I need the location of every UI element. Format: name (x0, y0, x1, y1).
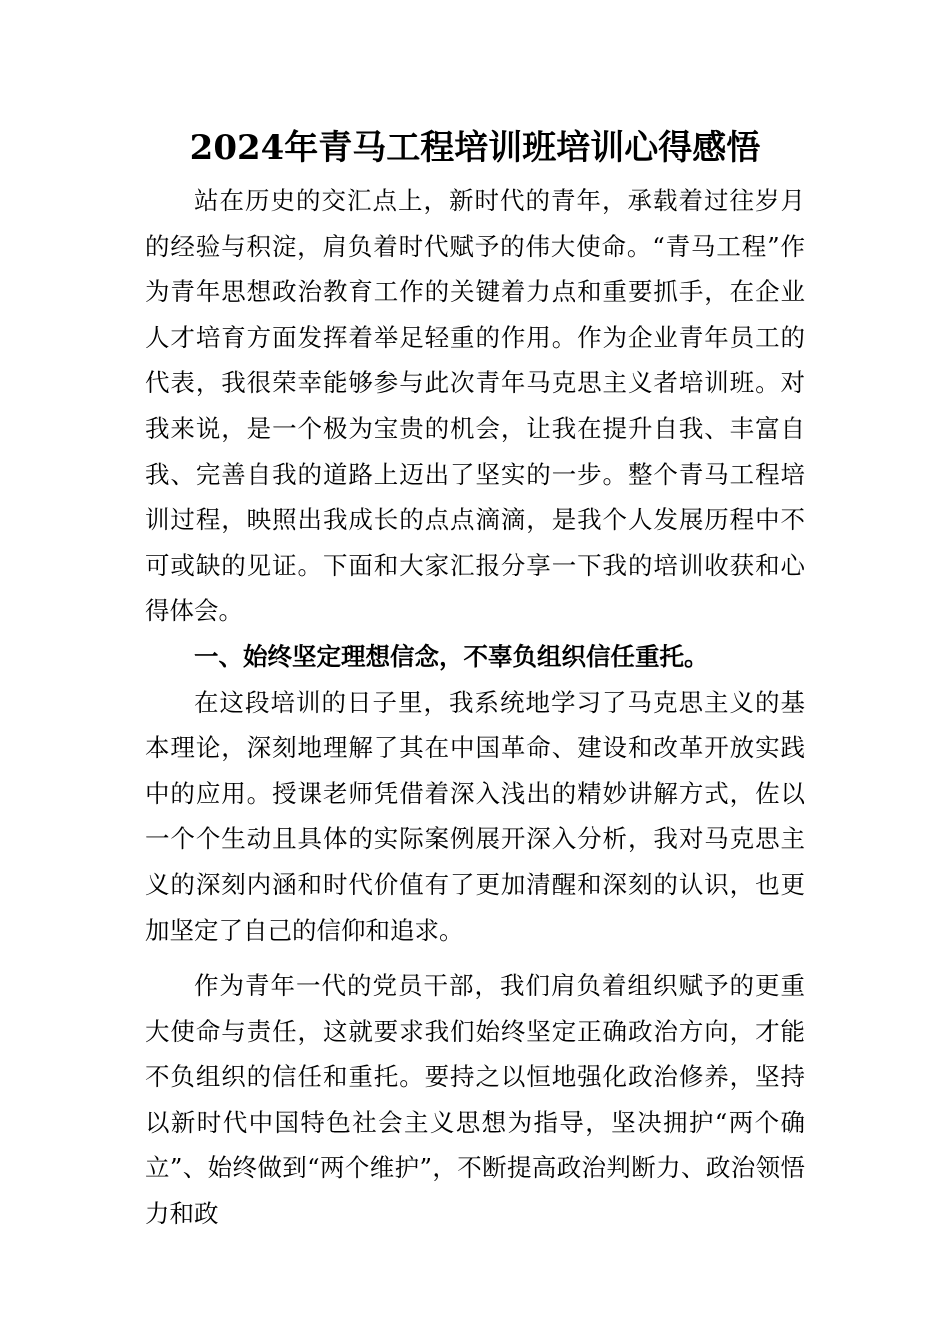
section-heading-1: 一、始终坚定理想信念，不辜负组织信任重托。 (194, 641, 709, 671)
paragraph-political-direction: 作为青年一代的党员干部，我们肩负着组织赋予的更重大使命与责任，这就要求我们始终坚定正确政治方向，才能不负组织的信任和重托。要持之以恒地强化政治修养，坚持以新时代中国特色社会主义思想为指导，坚决拥护“两个确立”、始终做到“两个维护”，不断提高政治判断力、政治领悟力和政 (145, 971, 805, 1229)
paragraph-theory-study: 在这段培训的日子里，我系统地学习了马克思主义的基本理论，深刻地理解了其在中国革命、建设和改革开放实践中的应用。授课老师凭借着深入浅出的精妙讲解方式，佐以一个个生动且具体的实际案例展开深入分析，我对马克思主义的深刻内涵和时代价值有了更加清醒和深刻的认识，也更加坚定了自己的信仰和追求。 (145, 687, 805, 945)
document-title: 2024年青马工程培训班培训心得感悟 (189, 128, 761, 168)
document-body (145, 178, 805, 1237)
paragraph-intro: 站在历史的交汇点上，新时代的青年，承载着过往岁月的经验与积淀，肩负着时代赋予的伟大使命。“青马工程”作为青年思想政治教育工作的关键着力点和重要抓手，在企业人才培育方面发挥着举足轻重的作用。作为企业青年员工的代表，我很荣幸能够参与此次青年马克思主义者培训班。对我来说，是一个极为宝贵的机会，让我在提升自我、丰富自我、完善自我的道路上迈出了坚实的一步。整个青马工程培训过程，映照出我成长的点点滴滴，是我个人发展历程中不可或缺的见证。下面和大家汇报分享一下我的培训收获和心得体会。 (145, 186, 805, 626)
